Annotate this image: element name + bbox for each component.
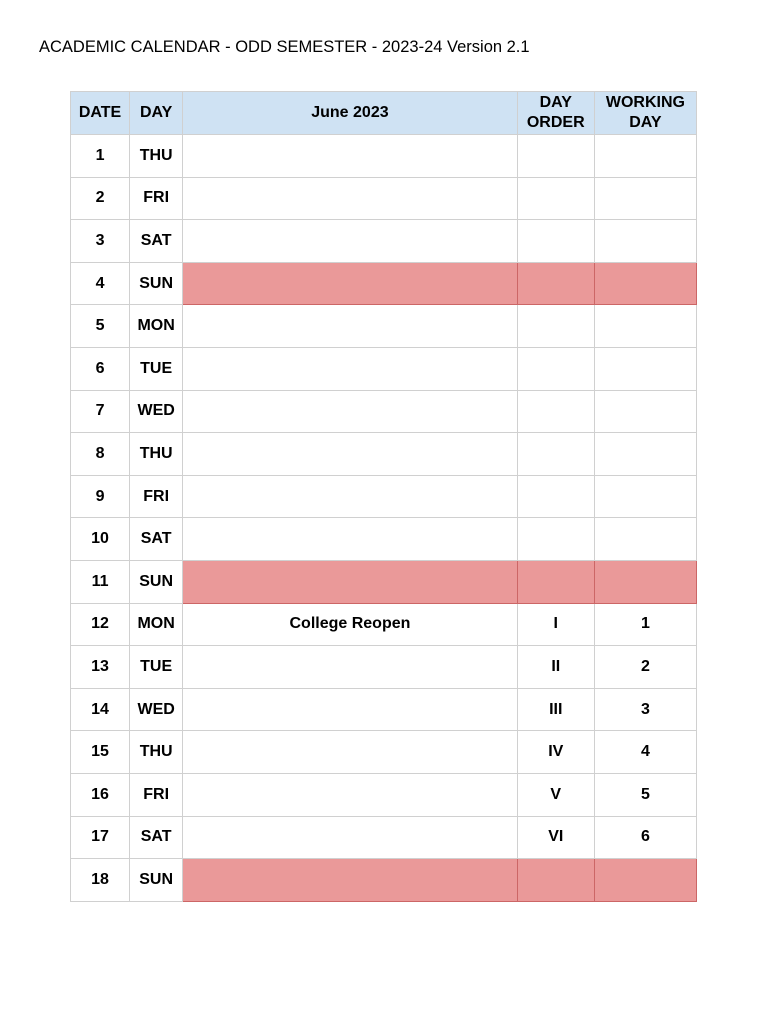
table-row (71, 390, 697, 433)
event-cell (183, 433, 518, 476)
event-cell (183, 305, 518, 348)
date-cell: 10 (71, 518, 130, 561)
day-cell: THU (130, 731, 183, 774)
day-order-cell (517, 220, 594, 263)
day-order-cell: III (517, 688, 594, 731)
working-day-cell (594, 433, 696, 476)
event-cell (183, 262, 518, 305)
date-cell: 12 (71, 603, 130, 646)
date-cell: 18 (71, 859, 130, 902)
working-day-cell: 2 (594, 646, 696, 689)
day-cell: FRI (130, 773, 183, 816)
day-cell: SUN (130, 859, 183, 902)
date-cell: 3 (71, 220, 130, 263)
event-cell (183, 135, 518, 178)
date-cell: 7 (71, 390, 130, 433)
day-cell: THU (130, 433, 183, 476)
day-order-cell: I (517, 603, 594, 646)
date-cell: 15 (71, 731, 130, 774)
working-day-cell: 3 (594, 688, 696, 731)
day-order-cell: II (517, 646, 594, 689)
table-row (71, 518, 697, 561)
table-row (71, 262, 697, 305)
table-row (71, 305, 697, 348)
event-cell (183, 347, 518, 390)
day-cell: WED (130, 688, 183, 731)
day-cell: FRI (130, 177, 183, 220)
date-cell: 8 (71, 433, 130, 476)
working-day-cell (594, 220, 696, 263)
header-day-order: DAY ORDER (517, 92, 594, 135)
day-order-cell (517, 135, 594, 178)
day-cell: FRI (130, 475, 183, 518)
event-cell (183, 475, 518, 518)
header-day: DAY (130, 92, 183, 135)
working-day-cell (594, 475, 696, 518)
table-row (71, 773, 697, 816)
table-row (71, 816, 697, 859)
table-row (71, 220, 697, 263)
table-row (71, 177, 697, 220)
day-order-cell: V (517, 773, 594, 816)
day-cell: MON (130, 603, 183, 646)
day-cell: WED (130, 390, 183, 433)
day-order-cell (517, 347, 594, 390)
event-cell (183, 560, 518, 603)
header-date: DATE (71, 92, 130, 135)
header-month: June 2023 (183, 92, 518, 135)
table-row (71, 560, 697, 603)
day-order-cell (517, 262, 594, 305)
day-cell: TUE (130, 646, 183, 689)
table-row (71, 135, 697, 178)
day-cell: TUE (130, 347, 183, 390)
table-row (71, 475, 697, 518)
event-cell (183, 518, 518, 561)
event-cell (183, 177, 518, 220)
event-cell (183, 773, 518, 816)
working-day-cell (594, 560, 696, 603)
date-cell: 11 (71, 560, 130, 603)
working-day-cell: 5 (594, 773, 696, 816)
working-day-cell: 4 (594, 731, 696, 774)
table-row (71, 603, 697, 646)
day-order-cell (517, 475, 594, 518)
working-day-cell (594, 859, 696, 902)
working-day-cell (594, 347, 696, 390)
working-day-cell (594, 262, 696, 305)
calendar-table (70, 91, 697, 902)
working-day-cell: 1 (594, 603, 696, 646)
header-working-day: WORKING DAY (594, 92, 696, 135)
event-cell: College Reopen (183, 603, 518, 646)
day-order-cell (517, 177, 594, 220)
event-cell (183, 390, 518, 433)
table-row (71, 433, 697, 476)
day-order-cell: VI (517, 816, 594, 859)
day-order-cell (517, 390, 594, 433)
working-day-cell (594, 177, 696, 220)
day-order-cell: IV (517, 731, 594, 774)
date-cell: 2 (71, 177, 130, 220)
calendar-body (71, 135, 697, 902)
header-row (71, 92, 697, 135)
table-row (71, 688, 697, 731)
day-cell: SAT (130, 518, 183, 561)
document-title: ACADEMIC CALENDAR - ODD SEMESTER - 2023-24 Version 2.1 (39, 38, 530, 56)
working-day-cell (594, 305, 696, 348)
event-cell (183, 646, 518, 689)
event-cell (183, 816, 518, 859)
date-cell: 5 (71, 305, 130, 348)
event-cell (183, 220, 518, 263)
date-cell: 13 (71, 646, 130, 689)
date-cell: 1 (71, 135, 130, 178)
day-cell: SAT (130, 816, 183, 859)
date-cell: 4 (71, 262, 130, 305)
table-row (71, 731, 697, 774)
day-cell: MON (130, 305, 183, 348)
day-order-cell (517, 560, 594, 603)
date-cell: 17 (71, 816, 130, 859)
day-cell: THU (130, 135, 183, 178)
event-cell (183, 859, 518, 902)
working-day-cell (594, 518, 696, 561)
table-row (71, 859, 697, 902)
working-day-cell (594, 390, 696, 433)
table-row (71, 646, 697, 689)
day-cell: SUN (130, 560, 183, 603)
day-order-cell (517, 518, 594, 561)
working-day-cell: 6 (594, 816, 696, 859)
day-order-cell (517, 433, 594, 476)
table-row (71, 347, 697, 390)
day-order-cell (517, 859, 594, 902)
date-cell: 14 (71, 688, 130, 731)
date-cell: 6 (71, 347, 130, 390)
working-day-cell (594, 135, 696, 178)
date-cell: 9 (71, 475, 130, 518)
day-cell: SAT (130, 220, 183, 263)
day-cell: SUN (130, 262, 183, 305)
event-cell (183, 731, 518, 774)
date-cell: 16 (71, 773, 130, 816)
event-cell (183, 688, 518, 731)
day-order-cell (517, 305, 594, 348)
